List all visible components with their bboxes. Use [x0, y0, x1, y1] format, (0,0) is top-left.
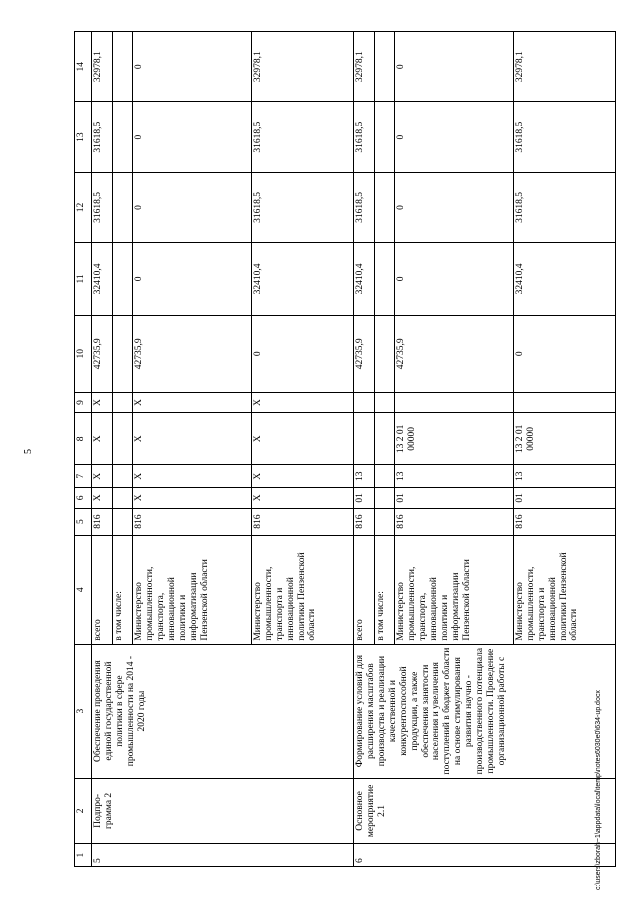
- cell-c13: 31618,5: [251, 102, 353, 172]
- cell-c5: 816: [395, 508, 513, 535]
- cell-c10: 42735,9: [133, 315, 251, 392]
- cell-c12: 0: [133, 172, 251, 242]
- cell-c12: 31618,5: [251, 172, 353, 242]
- cell-c4: Министерство промышленности, транспорта, инновационной политики и информатизации Пензенской области: [133, 535, 251, 644]
- cell-c10: 0: [513, 315, 615, 392]
- cell-col3: Формирование условий для расширения масштабов производства и реализации качественной и конкурентоспособной продукции, а также обеспечения занятости населения и увеличения поступлений в бюджет области на основе стимулирования развития научно - производственного потенциала промышленности. Проведение организационной работы с: [353, 644, 615, 778]
- cell-c7: 13: [513, 465, 615, 488]
- header-cell: 8: [75, 413, 92, 465]
- cell-c4: Министерство промышленности, транспорта и инновационной политики Пензенской области: [251, 535, 353, 644]
- cell-c5: 816: [251, 508, 353, 535]
- cell-c9: [353, 392, 374, 412]
- header-cell: 3: [75, 644, 92, 778]
- header-cell: 10: [75, 315, 92, 392]
- cell-c11: [112, 243, 133, 316]
- cell-c6: 01: [353, 488, 374, 508]
- table-row: [353, 32, 374, 867]
- cell-c14: 32978,1: [513, 32, 615, 102]
- cell-c14: 32978,1: [353, 32, 374, 102]
- header-cell: 2: [75, 778, 92, 844]
- cell-c7: [374, 465, 395, 488]
- header-cell: 7: [75, 465, 92, 488]
- cell-c8: [112, 413, 133, 465]
- cell-col3: Обеспечение проведения единой государственной политики в сфере промышленности на 2014 - 2020 годы: [92, 644, 354, 778]
- cell-c4: в том числе:: [112, 535, 133, 644]
- cell-c6: [374, 488, 395, 508]
- cell-c10: [374, 315, 395, 392]
- cell-c9: [395, 392, 513, 412]
- cell-c7: X: [92, 465, 113, 488]
- cell-c12: 31618,5: [92, 172, 113, 242]
- cell-c8: X: [251, 413, 353, 465]
- cell-c13: 31618,5: [353, 102, 374, 172]
- cell-col1: 5: [92, 844, 354, 867]
- header-cell: 13: [75, 102, 92, 172]
- cell-c11: 32410,4: [353, 243, 374, 316]
- header-cell: 14: [75, 32, 92, 102]
- cell-col2: Подпро-грамма 2: [92, 778, 354, 844]
- page-number: 5: [23, 449, 34, 454]
- cell-c11: 32410,4: [513, 243, 615, 316]
- cell-c11: 32410,4: [92, 243, 113, 316]
- cell-c8: 13 2 01 00000: [513, 413, 615, 465]
- cell-c5: 816: [133, 508, 251, 535]
- cell-c9: X: [133, 392, 251, 412]
- cell-c8: X: [92, 413, 113, 465]
- cell-c7: 13: [395, 465, 513, 488]
- header-cell: 6: [75, 488, 92, 508]
- budget-table: [74, 31, 616, 867]
- cell-c7: X: [133, 465, 251, 488]
- cell-c5: [374, 508, 395, 535]
- cell-c4: Министерство промышленности, транспорта, инновационной политики и информатизации Пензенской области: [395, 535, 513, 644]
- cell-c5: 816: [353, 508, 374, 535]
- cell-c13: [374, 102, 395, 172]
- cell-c4: всего: [353, 535, 374, 644]
- cell-c13: 0: [395, 102, 513, 172]
- cell-c14: [374, 32, 395, 102]
- budget-table-container: [74, 31, 616, 867]
- file-path: c:\users\zborah~1\appdata\local\temp\notes6030e0\634-up.docx: [595, 690, 602, 890]
- cell-c6: X: [251, 488, 353, 508]
- cell-c14: 32978,1: [251, 32, 353, 102]
- cell-c10: 42735,9: [353, 315, 374, 392]
- cell-c11: [374, 243, 395, 316]
- cell-col1: 6: [353, 844, 615, 867]
- cell-c11: 0: [133, 243, 251, 316]
- header-cell: 9: [75, 392, 92, 412]
- cell-c12: 0: [395, 172, 513, 242]
- cell-c13: 31618,5: [92, 102, 113, 172]
- cell-c9: [513, 392, 615, 412]
- cell-c12: 31618,5: [513, 172, 615, 242]
- cell-col2: Основное мероприятие 2.1: [353, 778, 615, 844]
- cell-c9: [112, 392, 133, 412]
- header-row: [75, 32, 92, 867]
- cell-c13: 31618,5: [513, 102, 615, 172]
- header-cell: 5: [75, 508, 92, 535]
- cell-c14: 32978,1: [92, 32, 113, 102]
- cell-c14: 0: [133, 32, 251, 102]
- header-cell: 11: [75, 243, 92, 316]
- cell-c7: [112, 465, 133, 488]
- cell-c12: 31618,5: [353, 172, 374, 242]
- cell-c9: X: [251, 392, 353, 412]
- cell-c8: X: [133, 413, 251, 465]
- cell-c8: 13 2 01 00000: [395, 413, 513, 465]
- cell-c8: [353, 413, 374, 465]
- cell-c10: 42735,9: [395, 315, 513, 392]
- cell-c14: 0: [395, 32, 513, 102]
- cell-c5: 816: [513, 508, 615, 535]
- cell-c7: X: [251, 465, 353, 488]
- cell-c5: [112, 508, 133, 535]
- cell-c4: всего: [92, 535, 113, 644]
- cell-c4: в том числе:: [374, 535, 395, 644]
- cell-c6: 01: [513, 488, 615, 508]
- cell-c9: [374, 392, 395, 412]
- header-cell: 12: [75, 172, 92, 242]
- cell-c11: 0: [395, 243, 513, 316]
- cell-c10: [112, 315, 133, 392]
- header-cell: 4: [75, 535, 92, 644]
- header-cell: 1: [75, 844, 92, 867]
- cell-c5: 816: [92, 508, 113, 535]
- cell-c10: 0: [251, 315, 353, 392]
- cell-c12: [374, 172, 395, 242]
- cell-c7: 13: [353, 465, 374, 488]
- cell-c6: 01: [395, 488, 513, 508]
- cell-c13: 0: [133, 102, 251, 172]
- cell-c14: [112, 32, 133, 102]
- table-row: [92, 32, 113, 867]
- cell-c11: 32410,4: [251, 243, 353, 316]
- cell-c6: X: [92, 488, 113, 508]
- cell-c12: [112, 172, 133, 242]
- cell-c4: Министерство промышленности, транспорта и инновационной политики Пензенской области: [513, 535, 615, 644]
- cell-c13: [112, 102, 133, 172]
- cell-c10: 42735,9: [92, 315, 113, 392]
- cell-c8: [374, 413, 395, 465]
- cell-c6: [112, 488, 133, 508]
- cell-c6: X: [133, 488, 251, 508]
- cell-c9: X: [92, 392, 113, 412]
